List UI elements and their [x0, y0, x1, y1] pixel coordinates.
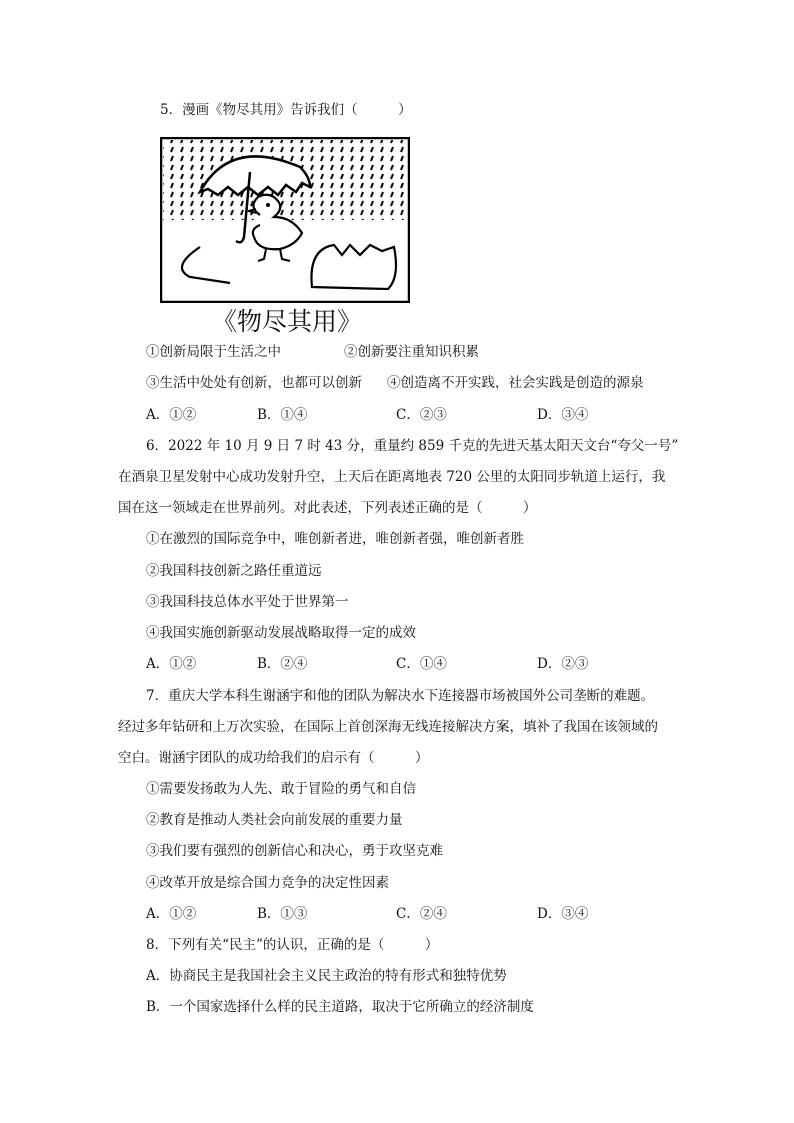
q6-item-4: ④我国实施创新驱动发展战略取得一定的成效 — [146, 625, 416, 641]
q7-stem-line-3: 空白。谢涵宇团队的成功给我们的启示有（ ） — [118, 750, 429, 766]
cartoon-illustration — [160, 137, 410, 303]
q7-option-d: D．③④ — [537, 906, 589, 922]
q5-option-c: C．②③ — [396, 407, 447, 423]
q7-stem-line-2: 经过多年钻研和上万次实验，在国际上首创深海无线连接解决方案，填补了我国在该领域的 — [118, 719, 658, 735]
q5-option-a: A．①② — [146, 407, 197, 423]
q6-item-3: ③我国科技总体水平处于世界第一 — [146, 594, 349, 610]
q6-option-a: A．①② — [146, 656, 197, 672]
q6-option-c: C．①④ — [396, 656, 447, 672]
q5-item-1: ①创新局限于生活之中 — [146, 344, 281, 360]
q7-item-2: ②教育是推动人类社会向前发展的重要力量 — [146, 812, 403, 828]
q6-option-b: B．②④ — [257, 656, 308, 672]
q8-option-a: A．协商民主是我国社会主义民主政治的特有形式和独特优势 — [146, 968, 507, 984]
q7-item-1: ①需要发扬敢为人先、敢于冒险的勇气和自信 — [146, 781, 416, 797]
q6-item-1: ①在激烈的国际竞争中，唯创新者进，唯创新者强，唯创新者胜 — [146, 531, 524, 547]
q6-option-d: D．②③ — [537, 656, 589, 672]
q6-stem-line-1: 6．2022 年 10 月 9 日 7 时 43 分，重量约 859 千克的先进天基太阳天文台“夸父一号” — [146, 438, 679, 454]
q7-option-a: A．①② — [146, 906, 197, 922]
q6-item-2: ②我国科技创新之路任重道远 — [146, 563, 322, 579]
q7-option-b: B．①③ — [257, 906, 308, 922]
q7-stem-line-1: 7．重庆大学本科生谢涵宇和他的团队为解决水下连接器市场被国外公司垄断的难题。 — [146, 688, 655, 704]
cartoon-caption: 《物尽其用》 — [212, 307, 363, 336]
q5-item-4: ④创造离不开实践，社会实践是创造的源泉 — [387, 375, 644, 391]
q8-option-b: B．一个国家选择什么样的民主道路，取决于它所确立的经济制度 — [146, 999, 534, 1015]
q5-item-2: ②创新要注重知识积累 — [344, 344, 479, 360]
q5-option-b: B．①④ — [257, 407, 308, 423]
q7-item-3: ③我们要有强烈的创新信心和决心，勇于攻坚克难 — [146, 843, 443, 859]
q5-stem: 5．漫画《物尽其用》告诉我们（ ） — [160, 102, 412, 118]
q6-stem-line-3: 国在这一领域走在世界前列。对此表述，下列表述正确的是（ ） — [118, 500, 537, 516]
q6-stem-line-2: 在酒泉卫星发射中心成功发射升空，上天后在距离地表 720 公里的太阳同步轨道上运行，我 — [118, 469, 666, 485]
q8-stem: 8．下列有关“民主”的认识，正确的是（ ） — [146, 937, 439, 953]
q5-item-3: ③生活中处处有创新，也都可以创新 — [146, 375, 362, 391]
q5-option-d: D．③④ — [537, 407, 589, 423]
q7-option-c: C．②④ — [396, 906, 447, 922]
q7-item-4: ④改革开放是综合国力竞争的决定性因素 — [146, 875, 389, 891]
